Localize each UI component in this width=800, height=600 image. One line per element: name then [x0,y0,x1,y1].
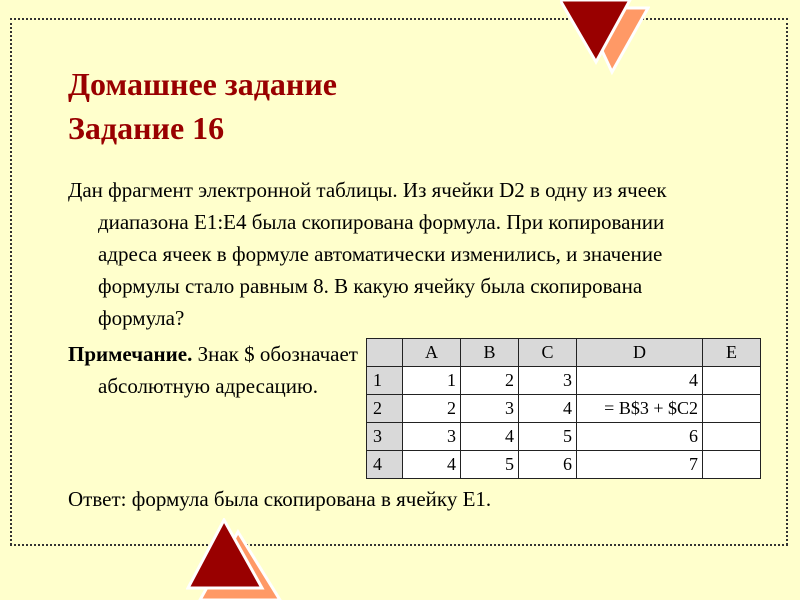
column-header-a: A [403,339,461,367]
column-header-c: C [519,339,577,367]
column-header-e: E [703,339,761,367]
title-line-2: Задание 16 [68,110,225,146]
header-row [367,339,761,367]
cell-d1: 4 [577,367,703,395]
table-row [367,451,761,479]
slide-title [68,62,337,150]
cell-b3: 4 [461,423,519,451]
task-text: Дан фрагмент электронной таблицы. Из ячейки D2 в одну из ячеек диапазона E1:E4 была скопирована формула. При копировании адреса ячеек в формуле автоматически изменились, и значение формулы стало равным 8. В какую ячейку была скопирована формула? [68,178,667,330]
cell-a2: 2 [403,395,461,423]
note-label: Примечание. [68,342,193,366]
top-triangle-decoration [560,0,650,84]
cell-a3: 3 [403,423,461,451]
table-row [367,367,761,395]
row-header: 4 [367,451,403,479]
cell-e2 [703,395,761,423]
cell-e1 [703,367,761,395]
cell-a1: 1 [403,367,461,395]
spreadsheet-fragment [366,338,761,479]
dotted-border-bottom [10,544,788,546]
cell-d3: 6 [577,423,703,451]
cell-c2: 4 [519,395,577,423]
cell-d4: 7 [577,451,703,479]
dotted-border-left [10,18,12,545]
answer-text: Ответ: формула была скопирована в ячейку E1. [68,487,492,511]
column-header-b: B [461,339,519,367]
cell-e3 [703,423,761,451]
corner-cell [367,339,403,367]
cell-c1: 3 [519,367,577,395]
dotted-border-right [786,18,788,545]
title-line-1: Домашнее задание [68,66,337,102]
note-block [68,338,368,402]
column-header-d: D [577,339,703,367]
cell-b2: 3 [461,395,519,423]
row-header: 3 [367,423,403,451]
row-header: 1 [367,367,403,395]
table-row [367,423,761,451]
cell-a4: 4 [403,451,461,479]
cell-d2-formula: = B$3 + $C2 [577,395,703,423]
table-row [367,395,761,423]
cell-b1: 2 [461,367,519,395]
bottom-triangle-decoration [186,518,282,600]
note-text: Знак $ обозначает абсолютную адресацию. [98,342,358,398]
row-header: 2 [367,395,403,423]
cell-c3: 5 [519,423,577,451]
cell-e4 [703,451,761,479]
cell-c4: 6 [519,451,577,479]
dotted-border-top [10,18,788,20]
task-description [68,174,728,334]
cell-b4: 5 [461,451,519,479]
